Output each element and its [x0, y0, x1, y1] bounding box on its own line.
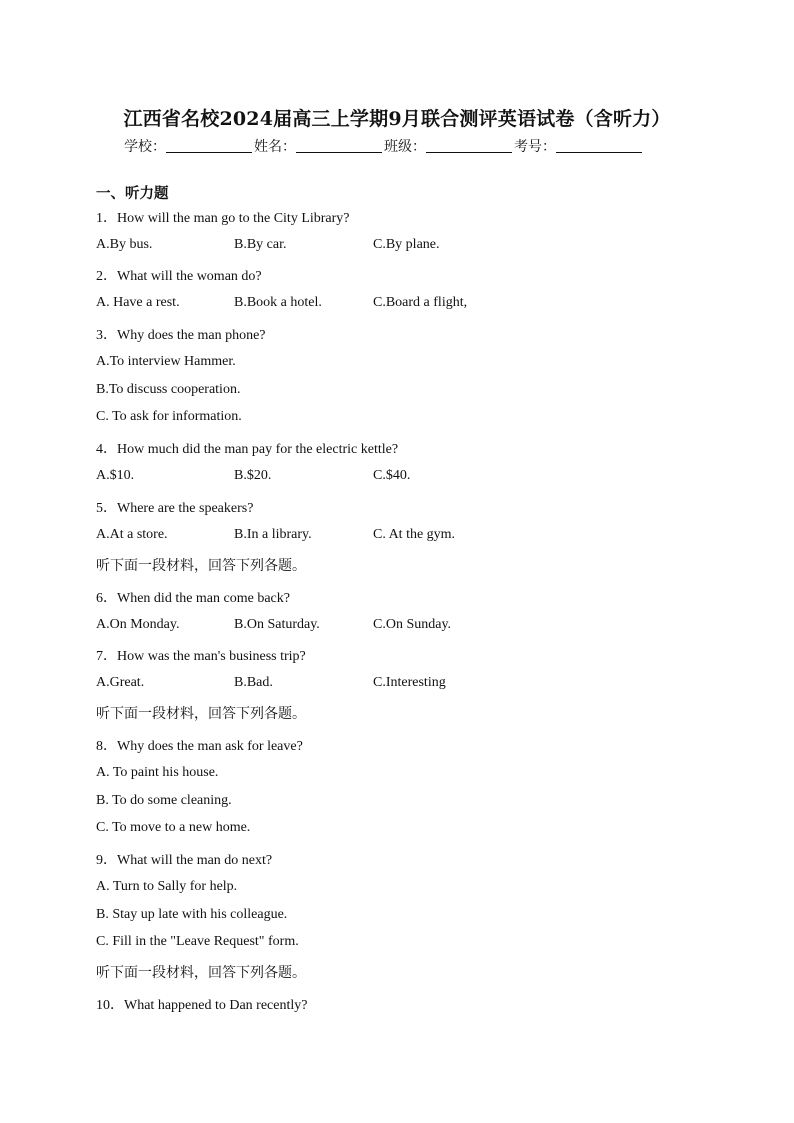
question-3: 3．Why does the man phone?	[96, 328, 266, 343]
q2-option-a: A. Have a rest.	[96, 295, 180, 310]
q2-option-b: B.Book a hotel.	[234, 295, 322, 310]
number-blank[interactable]	[556, 138, 642, 153]
question-7: 7．How was the man's business trip?	[96, 649, 306, 664]
q5-option-c: C. At the gym.	[373, 527, 456, 542]
question-2: 2．What will the woman do?	[96, 269, 262, 284]
q6-option-c: C.On Sunday.	[373, 617, 452, 632]
question-10: 10．What happened to Dan recently?	[96, 998, 308, 1013]
q8-option-a: A. To paint his house.	[96, 765, 219, 780]
question-6: 6．When did the man come back?	[96, 591, 290, 606]
q7-option-b: B.Bad.	[234, 675, 273, 690]
question-8: 8．Why does the man ask for leave?	[96, 739, 303, 754]
school-blank[interactable]	[166, 138, 252, 153]
q9-option-a: A. Turn to Sally for help.	[96, 879, 238, 894]
q1-option-c: C.By plane.	[373, 237, 440, 252]
school-label: 学校：	[124, 139, 166, 155]
q3-option-b: B.To discuss cooperation.	[96, 382, 241, 397]
instruction-2: 听下面一段材料，回答下列各题。	[96, 706, 306, 722]
number-label: 考号：	[514, 139, 556, 155]
question-1: 1．How will the man go to the City Library?	[96, 211, 350, 226]
name-label: 姓名：	[254, 139, 296, 155]
q1-option-b: B.By car.	[234, 237, 287, 252]
q6-option-a: A.On Monday.	[96, 617, 180, 632]
class-label: 班级：	[384, 139, 426, 155]
q4-option-a: A.$10.	[96, 468, 135, 483]
q2-option-c: C.Board a flight,	[373, 295, 468, 310]
q5-option-b: B.In a library.	[234, 527, 312, 542]
q7-option-a: A.Great.	[96, 675, 145, 690]
q3-option-c: C. To ask for information.	[96, 409, 242, 424]
section-heading: 一、听力题	[96, 186, 169, 202]
q1-option-a: A.By bus.	[96, 237, 153, 252]
q9-option-b: B. Stay up late with his colleague.	[96, 907, 288, 922]
page-title: 江西省名校2024届高三上学期9月联合测评英语试卷（含听力）	[123, 108, 671, 130]
name-blank[interactable]	[296, 138, 382, 153]
instruction-1: 听下面一段材料，回答下列各题。	[96, 558, 306, 574]
question-5: 5．Where are the speakers?	[96, 501, 254, 516]
q4-option-c: C.$40.	[373, 468, 411, 483]
q8-option-c: C. To move to a new home.	[96, 820, 251, 835]
q5-option-a: A.At a store.	[96, 527, 168, 542]
q9-option-c: C. Fill in the "Leave Request" form.	[96, 934, 299, 949]
class-blank[interactable]	[426, 138, 512, 153]
q8-option-b: B. To do some cleaning.	[96, 793, 232, 808]
instruction-3: 听下面一段材料，回答下列各题。	[96, 965, 306, 981]
student-info-row	[124, 136, 644, 156]
question-9: 9．What will the man do next?	[96, 853, 273, 868]
question-4: 4．How much did the man pay for the electric kettle?	[96, 442, 399, 457]
q7-option-c: C.Interesting	[373, 675, 446, 690]
q6-option-b: B.On Saturday.	[234, 617, 320, 632]
q4-option-b: B.$20.	[234, 468, 272, 483]
q3-option-a: A.To interview Hammer.	[96, 354, 236, 369]
